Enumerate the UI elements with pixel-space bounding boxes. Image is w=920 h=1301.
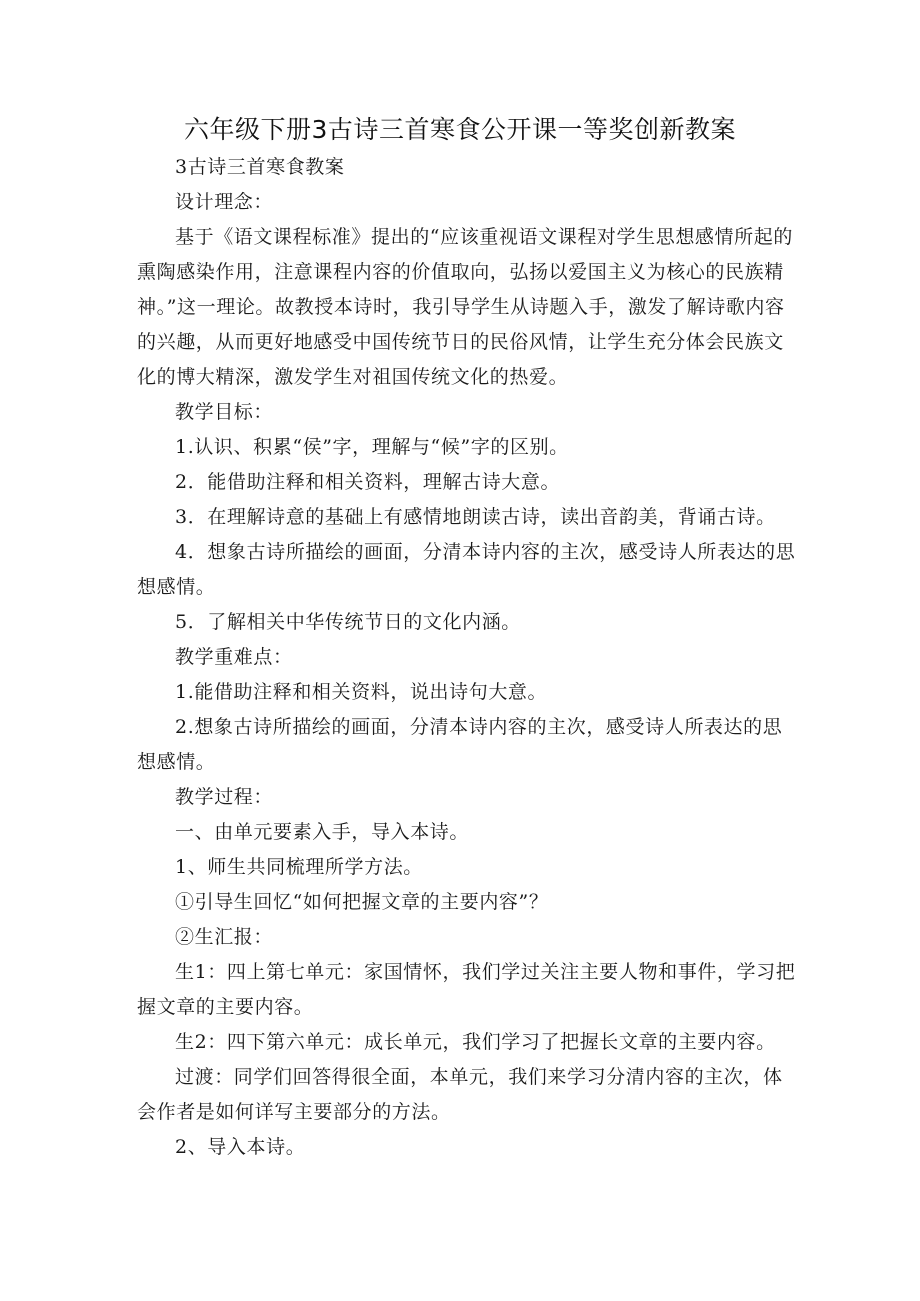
paragraph-process-substep-2: 2、导入本诗。	[175, 1136, 306, 1158]
paragraph-process-step-1: 一、由单元要素入手，导入本诗。	[175, 821, 470, 843]
document-body	[137, 150, 797, 1165]
paragraph-goal-4: 4．想象古诗所描绘的画面，分清本诗内容的主次，感受诗人所表达的思想感情。	[137, 541, 796, 598]
paragraph-subtitle: 3古诗三首寒食教案	[175, 156, 345, 178]
paragraph-process-substep-1: 1、师生共同梳理所学方法。	[175, 856, 423, 878]
paragraph-goal-5: 5．了解相关中华传统节日的文化内涵。	[175, 611, 521, 633]
paragraph-heading-key-points: 教学重难点：	[175, 646, 293, 668]
paragraph-student-2: 生2：四下第六单元：成长单元，我们学习了把握长文章的主要内容。	[175, 1031, 776, 1053]
paragraph-process-guide-1: ①引导生回忆“如何把握文章的主要内容”？	[175, 891, 549, 913]
paragraph-goal-3: 3．在理解诗意的基础上有感情地朗读古诗，读出音韵美，背诵古诗。	[175, 506, 776, 528]
paragraph-process-guide-2: ②生汇报：	[175, 926, 274, 948]
paragraph-heading-process: 教学过程：	[175, 786, 274, 808]
paragraph-design-text: 基于《语文课程标准》提出的“应该重视语文课程对学生思想感情所起的熏陶感染作用，注意课程内容的价值取向，弘扬以爱国主义为核心的民族精神。”这一理论。故教授本诗时，我引导学生从诗题入手，激发了解诗歌内容的兴趣，从而更好地感受中国传统节日的民俗风情，让学生充分体会民族文化的博大精深，激发学生对祖国传统文化的热爱。	[137, 226, 793, 388]
paragraph-transition: 过渡：同学们回答得很全面，本单元，我们来学习分清内容的主次，体会作者是如何详写主要部分的方法。	[137, 1066, 783, 1123]
paragraph-heading-design: 设计理念：	[175, 191, 274, 213]
paragraph-student-1: 生1：四上第七单元：家国情怀，我们学过关注主要人物和事件，学习把握文章的主要内容。	[137, 961, 796, 1018]
paragraph-key-point-2: 2.想象古诗所描绘的画面，分清本诗内容的主次，感受诗人所表达的思想感情。	[137, 716, 783, 773]
document-title: 六年级下册3古诗三首寒食公开课一等奖创新教案	[184, 115, 736, 144]
paragraph-key-point-1: 1.能借助注释和相关资料，说出诗句大意。	[175, 681, 548, 703]
paragraph-goal-2: 2．能借助注释和相关资料，理解古诗大意。	[175, 471, 561, 493]
paragraph-heading-goals: 教学目标：	[175, 401, 274, 423]
paragraph-goal-1: 1.认识、积累“侯”字，理解与“候”字的区别。	[175, 436, 569, 458]
